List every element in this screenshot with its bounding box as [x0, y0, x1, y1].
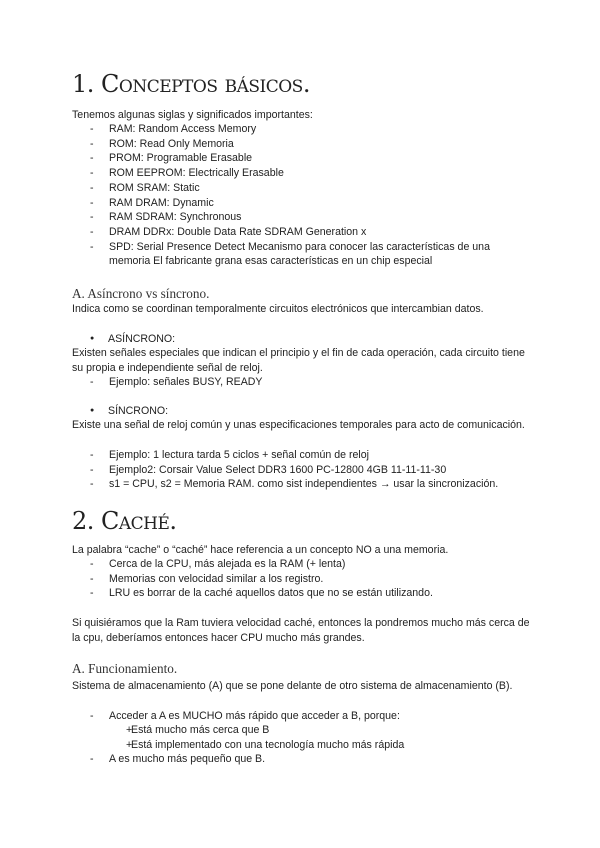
async-bullet-list: [72, 332, 532, 347]
list-item: - ROM EEPROM: Electrically Erasable: [72, 166, 532, 181]
async-description: Existen señales especiales que indican el principio y el fin de cada operación, cada circuito tiene su propia e independiente señal de reloj.: [72, 347, 525, 374]
sync-description: Existe una señal de reloj común y unas especificaciones temporales para acto de comunicación.: [72, 419, 525, 431]
async-bullet: ● ASÍNCRONO:: [72, 332, 532, 347]
list-item: - Ejemplo: señales BUSY, READY: [72, 375, 532, 390]
list-item: - ROM: Read Only Memoria: [72, 137, 532, 152]
section-1-title: 1. Conceptos básicos.: [72, 70, 310, 98]
list-item: - RAM: Random Access Memory: [72, 122, 532, 137]
list-item: - A es mucho más pequeño que B.: [72, 752, 532, 767]
list-item: - LRU es borrar de la caché aquellos datos que no se están utilizando.: [72, 586, 532, 601]
async-example-list: [72, 375, 532, 390]
list-item: - Cerca de la CPU, más alejada es la RAM (+ lenta): [72, 557, 532, 572]
section-2-title: 2. Caché.: [72, 507, 177, 535]
acronym-list: [72, 122, 532, 269]
list-item: - ROM SRAM: Static: [72, 181, 532, 196]
list-item: + Está mucho más cerca que B: [72, 723, 532, 738]
list-item: - s1 = CPU, s2 = Memoria RAM. como sist independientes → usar la sincronización.: [72, 477, 532, 492]
list-item: - RAM SDRAM: Synchronous: [72, 210, 532, 225]
function-sublist: [72, 723, 532, 752]
list-item: - Ejemplo2: Corsair Value Select DDR3 1600 PC-12800 4GB 11-11-11-30: [72, 463, 532, 478]
function-list-1: [72, 709, 532, 724]
cache-list: [72, 557, 532, 601]
list-item: - RAM DRAM: Dynamic: [72, 196, 532, 211]
sync-bullet: ● SÍNCRONO:: [72, 404, 532, 419]
cache-paragraph: Si quisiéramos que la Ram tuviera velocidad caché, entonces la pondremos mucho más cerca de la cpu, deberíamos entonces hacer CPU mucho más grandes.: [72, 617, 530, 644]
sync-bullet-list: [72, 404, 532, 419]
list-item: - Memorias con velocidad similar a los registro.: [72, 572, 532, 587]
section-1-intro: Tenemos algunas siglas y significados importantes:: [72, 109, 313, 121]
section-2-intro: La palabra “cache” o “caché” hace referencia a un concepto NO a una memoria.: [72, 544, 449, 556]
list-item: - DRAM DDRx: Double Data Rate SDRAM Generation x: [72, 225, 532, 240]
list-item: - Acceder a A es MUCHO más rápido que acceder a B, porque:: [72, 709, 532, 724]
section-a2-title: A. Funcionamiento.: [72, 661, 178, 676]
function-list-2: [72, 752, 532, 767]
section-a1-title: A. Asíncrono vs síncrono.: [72, 286, 210, 301]
sync-example-list: [72, 448, 532, 492]
section-a1-intro: Indica como se coordinan temporalmente circuitos electrónicos que intercambian datos.: [72, 303, 484, 315]
list-item: - Ejemplo: 1 lectura tarda 5 ciclos + señal común de reloj: [72, 448, 532, 463]
list-item: - PROM: Programable Erasable: [72, 151, 532, 166]
list-item: - SPD: Serial Presence Detect Mecanismo para conocer las características de una memoria El fabricante grana esas características en un chip especial: [72, 240, 519, 269]
section-a2-intro: Sistema de almacenamiento (A) que se pone delante de otro sistema de almacenamiento (B).: [72, 680, 513, 692]
list-item: + Está implementado con una tecnología mucho más rápida: [72, 738, 532, 753]
